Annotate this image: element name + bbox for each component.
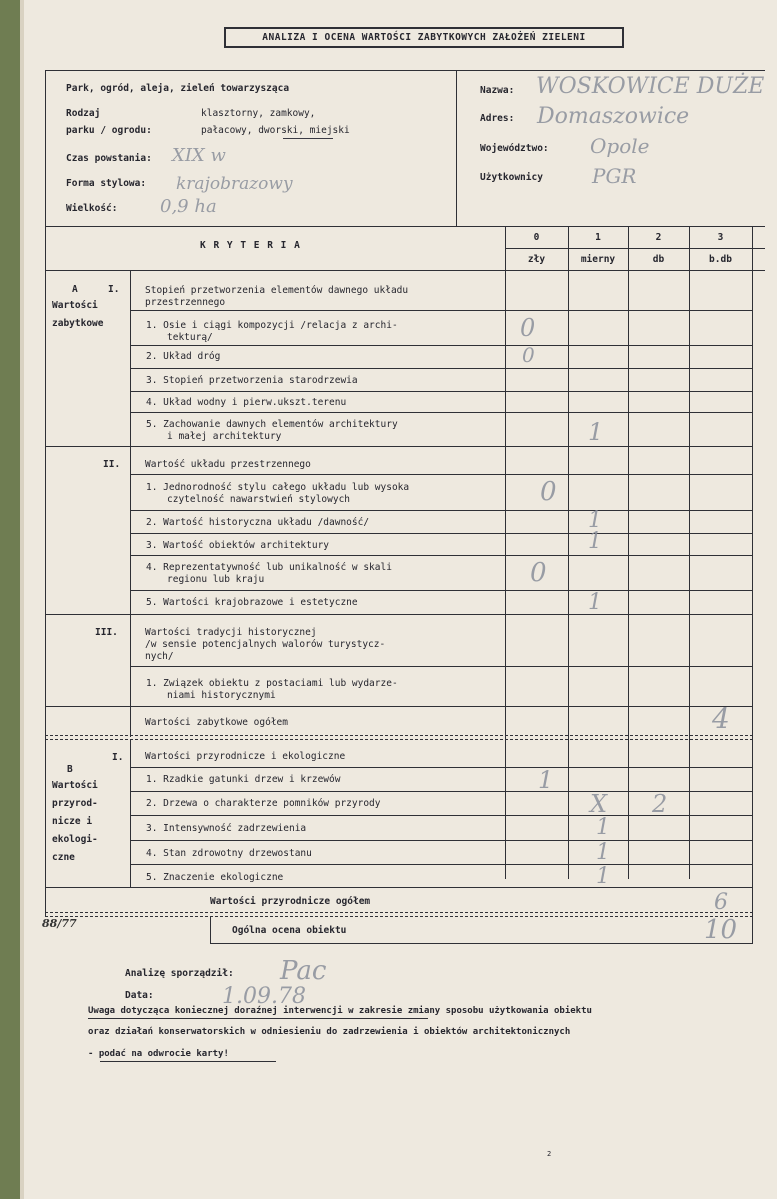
col-2 xyxy=(628,226,629,879)
mark-b-1: 1 xyxy=(538,766,554,794)
rodzaj-values: klasztorny, zamkowy, xyxy=(201,108,316,119)
date-value: 1.09.78 xyxy=(222,984,306,1009)
group-2-title: Wartość układu przestrzennego xyxy=(145,459,311,470)
note-line-2: oraz działań konserwatorskich w odniesieniu do zadrzewienia i obiektów architektonicznych xyxy=(88,1027,571,1037)
criterion-a1-5: 5. Zachowanie dawnych elementów architektury xyxy=(146,419,398,430)
frame-left xyxy=(45,70,46,916)
row-line xyxy=(130,590,753,591)
czas-value: XIX w xyxy=(172,145,226,166)
nazwa-label: Nazwa: xyxy=(480,85,515,96)
criteria-header-mid xyxy=(505,248,765,249)
criterion-b-2: 2. Drzewa o charakterze pomników przyrody xyxy=(146,798,381,809)
rodzaj-values-2: pałacowy, dworski, miejski xyxy=(201,125,350,136)
group-1-title-2: przestrzennego xyxy=(145,297,226,308)
row-line xyxy=(130,555,753,556)
criterion-a2-1: 1. Jednorodność stylu całego układu lub wysoka xyxy=(146,482,410,493)
row-line xyxy=(45,706,753,707)
section-a-label-2: zabytkowe xyxy=(52,318,104,329)
row-line xyxy=(130,840,753,841)
section-a-label: Wartości xyxy=(52,300,98,311)
mark-a2-2: 1 xyxy=(588,508,602,533)
wojewodztwo-label: Województwo: xyxy=(480,143,549,154)
row-line xyxy=(130,391,753,392)
note-underline xyxy=(88,1018,428,1019)
note-underline-2 xyxy=(100,1061,276,1062)
mark-b-4: 1 xyxy=(596,840,610,865)
criterion-a2-3: 3. Wartość obiektów architektury xyxy=(146,540,330,551)
note-line-1: Uwaga dotycząca koniecznej doraźnej interwencji w zakresie zmiany sposobu użytkowania obiektu xyxy=(88,1006,592,1016)
score-1: 1 xyxy=(595,232,601,243)
criterion-a2-2: 2. Wartość historyczna układu /dawność/ xyxy=(146,517,370,528)
group-3-title-3: nych/ xyxy=(145,651,174,662)
row-line xyxy=(45,614,753,615)
mark-a1-1: 0 xyxy=(520,314,536,342)
mark-a2-4: 0 xyxy=(530,558,547,588)
section-b-roman: I. xyxy=(112,752,124,763)
row-line xyxy=(130,474,506,475)
binder-spine xyxy=(0,0,20,1199)
mark-a1-5: 1 xyxy=(588,418,604,446)
criterion-a2-1-cont: czytelność nawarstwień stylowych xyxy=(167,494,351,505)
row-line xyxy=(505,474,753,475)
criterion-b-1: 1. Rzadkie gatunki drzew i krzewów xyxy=(146,774,341,785)
frame-top xyxy=(45,70,765,71)
section-b-label-4: ekologi- xyxy=(52,834,98,845)
grade-0: zły xyxy=(527,254,546,265)
overall-label: Ogólna ocena obiektu xyxy=(232,925,347,936)
forma-label: Forma stylowa: xyxy=(66,178,147,189)
col-1 xyxy=(568,226,569,879)
row-line xyxy=(130,310,506,311)
criterion-a2-5: 5. Wartości krajobrazowe i estetyczne xyxy=(146,597,358,608)
row-line xyxy=(45,446,753,447)
section-a-group-1-roman: I. xyxy=(108,284,120,295)
row-line xyxy=(45,887,753,888)
row-line xyxy=(130,864,753,865)
note-line-3: - podać na odwrocie karty! xyxy=(88,1049,229,1059)
criterion-a2-4: 4. Reprezentatywność lub unikalność w skali xyxy=(146,562,392,573)
criteria-heading: K R Y T E R I A xyxy=(200,240,301,251)
row-line xyxy=(130,412,753,413)
grade-1: mierny xyxy=(580,254,616,265)
mark-b-3: 1 xyxy=(596,815,610,840)
total-b-label: Wartości przyrodnicze ogółem xyxy=(210,896,371,907)
criterion-b-3: 3. Intensywność zadrzewienia xyxy=(146,823,307,834)
overall-bottom xyxy=(210,943,753,944)
total-a-value: 4 xyxy=(712,702,730,735)
mark-a2-5: 1 xyxy=(588,590,602,615)
row-line xyxy=(130,510,753,511)
adres-label: Adres: xyxy=(480,113,515,124)
row-line xyxy=(130,666,753,667)
group-1-title: Stopień przetworzenia elementów dawnego układu xyxy=(145,285,409,296)
object-type-label: Park, ogród, aleja, zieleń towarzysząca xyxy=(66,83,290,94)
rodzaj-label: Rodzaj xyxy=(66,108,101,119)
mark-a2-1: 0 xyxy=(540,477,557,507)
group-3-title: Wartości tradycji historycznej xyxy=(145,627,317,638)
criteria-header-bottom xyxy=(45,270,765,271)
nazwa-value: WOSKOWICE DUŻE xyxy=(536,74,765,99)
row-line xyxy=(130,767,753,768)
section-a-group-3-roman: III. xyxy=(95,627,118,638)
forma-value: krajobrazowy xyxy=(176,174,293,194)
section-b-label-1: Wartości xyxy=(52,780,98,791)
overall-left xyxy=(210,916,211,944)
header-divider xyxy=(456,70,457,226)
mark-a1-2: 0 xyxy=(522,343,535,367)
uzytkownicy-value: PGR xyxy=(592,164,637,188)
section-b-label-3: nicze i xyxy=(52,816,93,827)
section-b-letter: B xyxy=(67,764,73,775)
criterion-a1-3: 3. Stopień przetworzenia starodrzewia xyxy=(146,375,358,386)
section-b-label-2: przyrod- xyxy=(52,798,98,809)
col-end xyxy=(752,226,753,944)
criterion-a3-1: 1. Związek obiektu z postaciami lub wydarze- xyxy=(146,678,398,689)
score-3: 3 xyxy=(717,232,724,243)
row-line xyxy=(130,368,753,369)
row-line xyxy=(130,533,753,534)
col-0 xyxy=(505,226,506,879)
wojewodztwo-value: Opole xyxy=(590,134,650,158)
criterion-a1-1: 1. Osie i ciągi kompozycji /relacja z archi- xyxy=(146,320,398,331)
adres-value: Domaszowice xyxy=(537,104,690,129)
total-a-label: Wartości zabytkowe ogółem xyxy=(145,717,288,728)
section-divider-a xyxy=(45,735,753,740)
criterion-b-4: 4. Stan zdrowotny drzewostanu xyxy=(146,848,312,859)
criterion-a1-5-cont: i małej architektury xyxy=(167,431,282,442)
section-b-title: Wartości przyrodnicze i ekologiczne xyxy=(145,751,346,762)
overall-value: 10 xyxy=(704,915,738,945)
mark-b-2: X xyxy=(590,790,608,818)
row-line xyxy=(130,345,753,346)
section-a-group-2-roman: II. xyxy=(103,459,121,470)
section-b-label-5: czne xyxy=(52,852,75,863)
score-0: 0 xyxy=(533,232,540,243)
criterion-a3-1-cont: niami historycznymi xyxy=(167,690,276,701)
group-3-title-2: /w sensie potencjalnych walorów turystycz- xyxy=(145,639,386,650)
criterion-a2-4-cont: regionu lub kraju xyxy=(167,574,265,585)
margin-note: 88/77 xyxy=(42,917,77,930)
mark-a2-3: 1 xyxy=(588,529,602,554)
page-mark: 2 xyxy=(547,1150,552,1158)
section-divider-b xyxy=(45,912,753,917)
analyst-signature: Pac xyxy=(280,956,327,986)
analyst-label: Analizę sporządził: xyxy=(125,968,234,979)
col-3 xyxy=(689,226,690,879)
criterion-a1-4: 4. Układ wodny i pierw.ukszt.terenu xyxy=(146,397,347,408)
section-a-letter: A xyxy=(72,284,78,295)
rodzaj-label-2: parku / ogrodu: xyxy=(66,125,152,136)
uzytkownicy-label: Użytkownicy xyxy=(480,172,543,183)
grade-2: db xyxy=(652,254,665,265)
criterion-b-5: 5. Znaczenie ekologiczne xyxy=(146,872,284,883)
row-line xyxy=(505,310,753,311)
mark-b-5: 1 xyxy=(596,864,610,889)
grade-3: b.db xyxy=(709,254,732,265)
form-title: ANALIZA I OCENA WARTOŚCI ZABYTKOWYCH ZAŁOŻEŃ ZIELENI xyxy=(224,27,624,48)
date-label: Data: xyxy=(125,990,154,1001)
wielkosc-label: Wielkość: xyxy=(66,203,118,214)
criterion-a1-1-cont: tekturą/ xyxy=(167,332,213,343)
czas-label: Czas powstania: xyxy=(66,153,152,164)
criterion-a1-2: 2. Układ dróg xyxy=(146,351,221,362)
score-2: 2 xyxy=(655,232,662,243)
total-b-value: 6 xyxy=(714,890,728,915)
mark-b-2-alt: 2 xyxy=(652,790,668,818)
wielkosc-value: 0,9 ha xyxy=(160,196,217,217)
header-bottom xyxy=(45,226,765,227)
dworski-underline xyxy=(283,138,333,139)
